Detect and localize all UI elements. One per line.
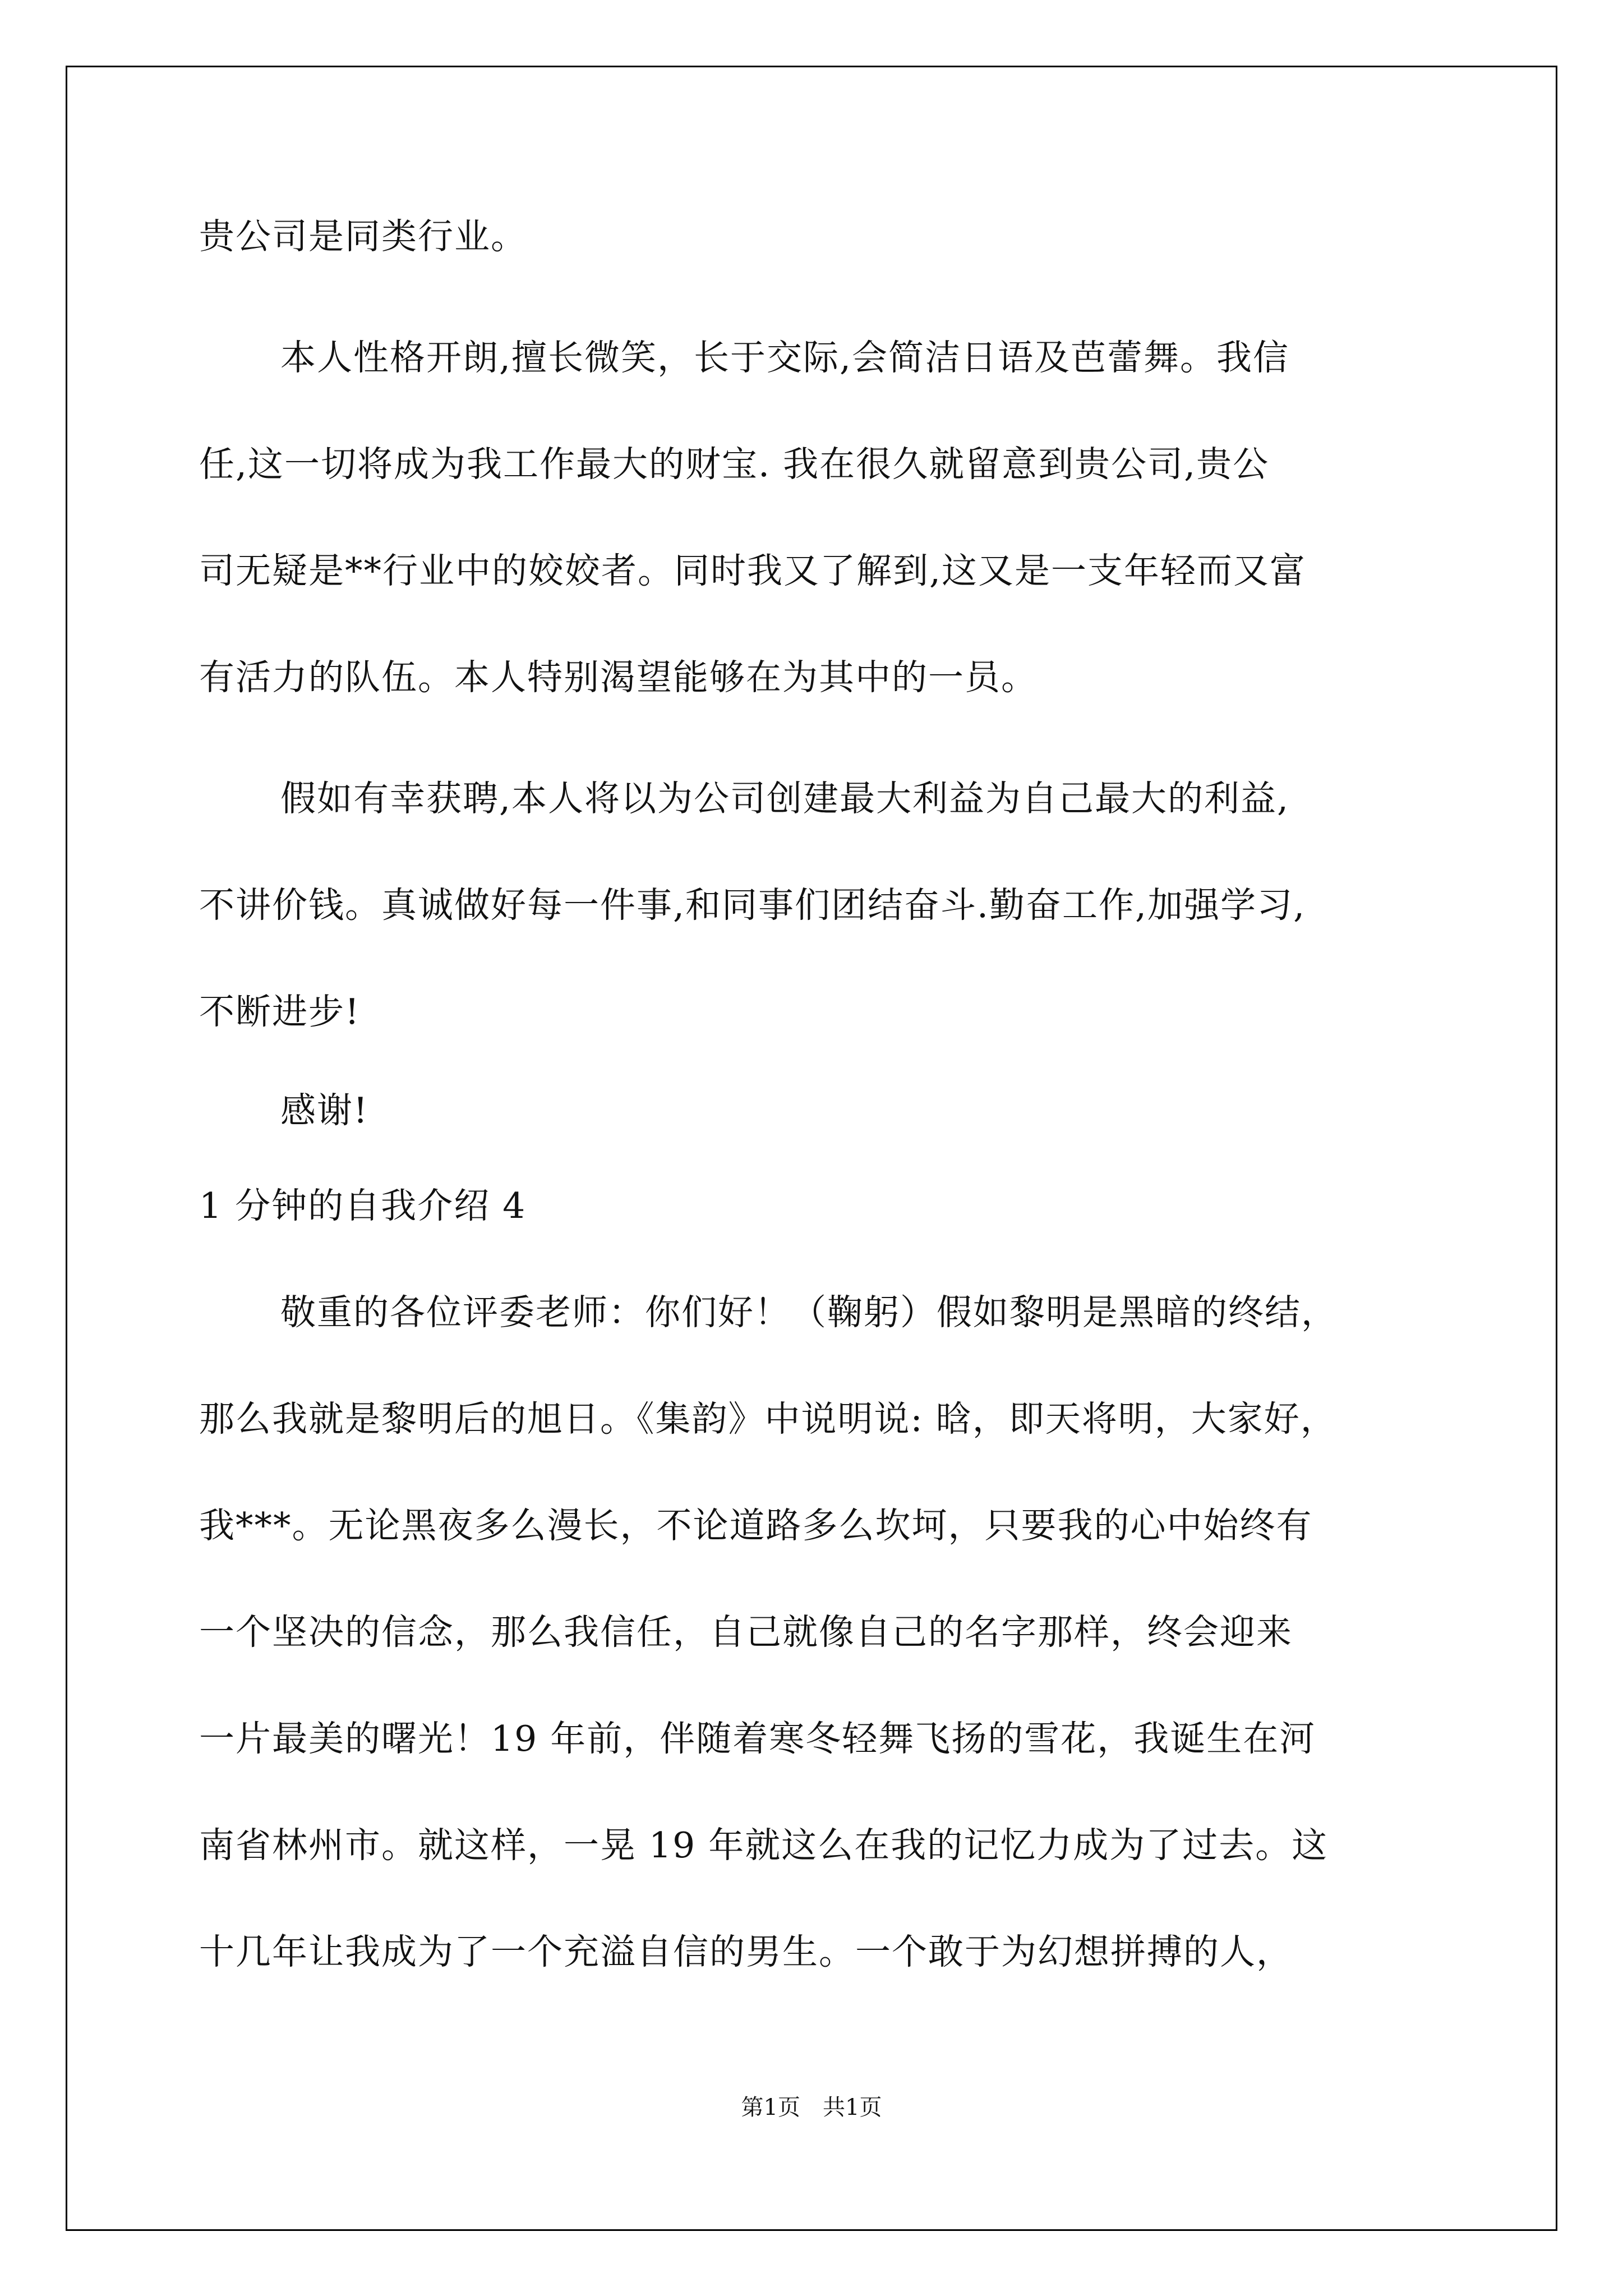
text-line: 贵公司是同类行业。 bbox=[199, 216, 527, 257]
text-line: 南省林州市。就这样，一晃 19 年就这么在我的记忆力成为了过去。这 bbox=[199, 1825, 1329, 1866]
text-line: 感谢! bbox=[280, 1090, 369, 1131]
text-line: 敬重的各位评委老师：你们好！（鞠躬）假如黎明是黑暗的终结， bbox=[280, 1292, 1338, 1333]
text-line: 一片最美的曙光！19 年前，伴随着寒冬轻舞飞扬的雪花，我诞生在河 bbox=[199, 1718, 1316, 1759]
page-footer: 第1页 共1页 bbox=[741, 2095, 882, 2120]
text-line: 一个坚决的信念，那么我信任，自己就像自己的名字那样，终会迎来 bbox=[199, 1612, 1293, 1653]
text-line: 十几年让我成为了一个充溢自信的男生。一个敢于为幻想拼搏的人， bbox=[199, 1931, 1293, 1972]
page-border bbox=[66, 66, 1557, 2231]
text-line: 我***。无论黑夜多么漫长，不论道路多么坎坷，只要我的心中始终有 bbox=[199, 1505, 1313, 1546]
text-line: 任,这一切将成为我工作最大的财宝. 我在很久就留意到贵公司,贵公 bbox=[199, 444, 1270, 485]
text-line: 不讲价钱。真诚做好每一件事,和同事们团结奋斗.勤奋工作,加强学习, bbox=[199, 885, 1306, 926]
text-line: 不断进步! bbox=[199, 991, 361, 1032]
section-heading: 1 分钟的自我介绍 4 bbox=[199, 1185, 527, 1226]
text-line: 有活力的队伍。本人特别渴望能够在为其中的一员。 bbox=[199, 657, 1038, 698]
text-line: 那么我就是黎明后的旭日。《集韵》中说明说: 晗，即天将明，大家好， bbox=[199, 1398, 1337, 1439]
text-line: 司无疑是**行业中的姣姣者。同时我又了解到,这又是一支年轻而又富 bbox=[199, 550, 1307, 591]
text-line: 假如有幸获聘,本人将以为公司创建最大利益为自己最大的利益, bbox=[280, 778, 1290, 819]
text-line: 本人性格开朗,擅长微笑，长于交际,会简洁日语及芭蕾舞。我信 bbox=[280, 337, 1290, 378]
